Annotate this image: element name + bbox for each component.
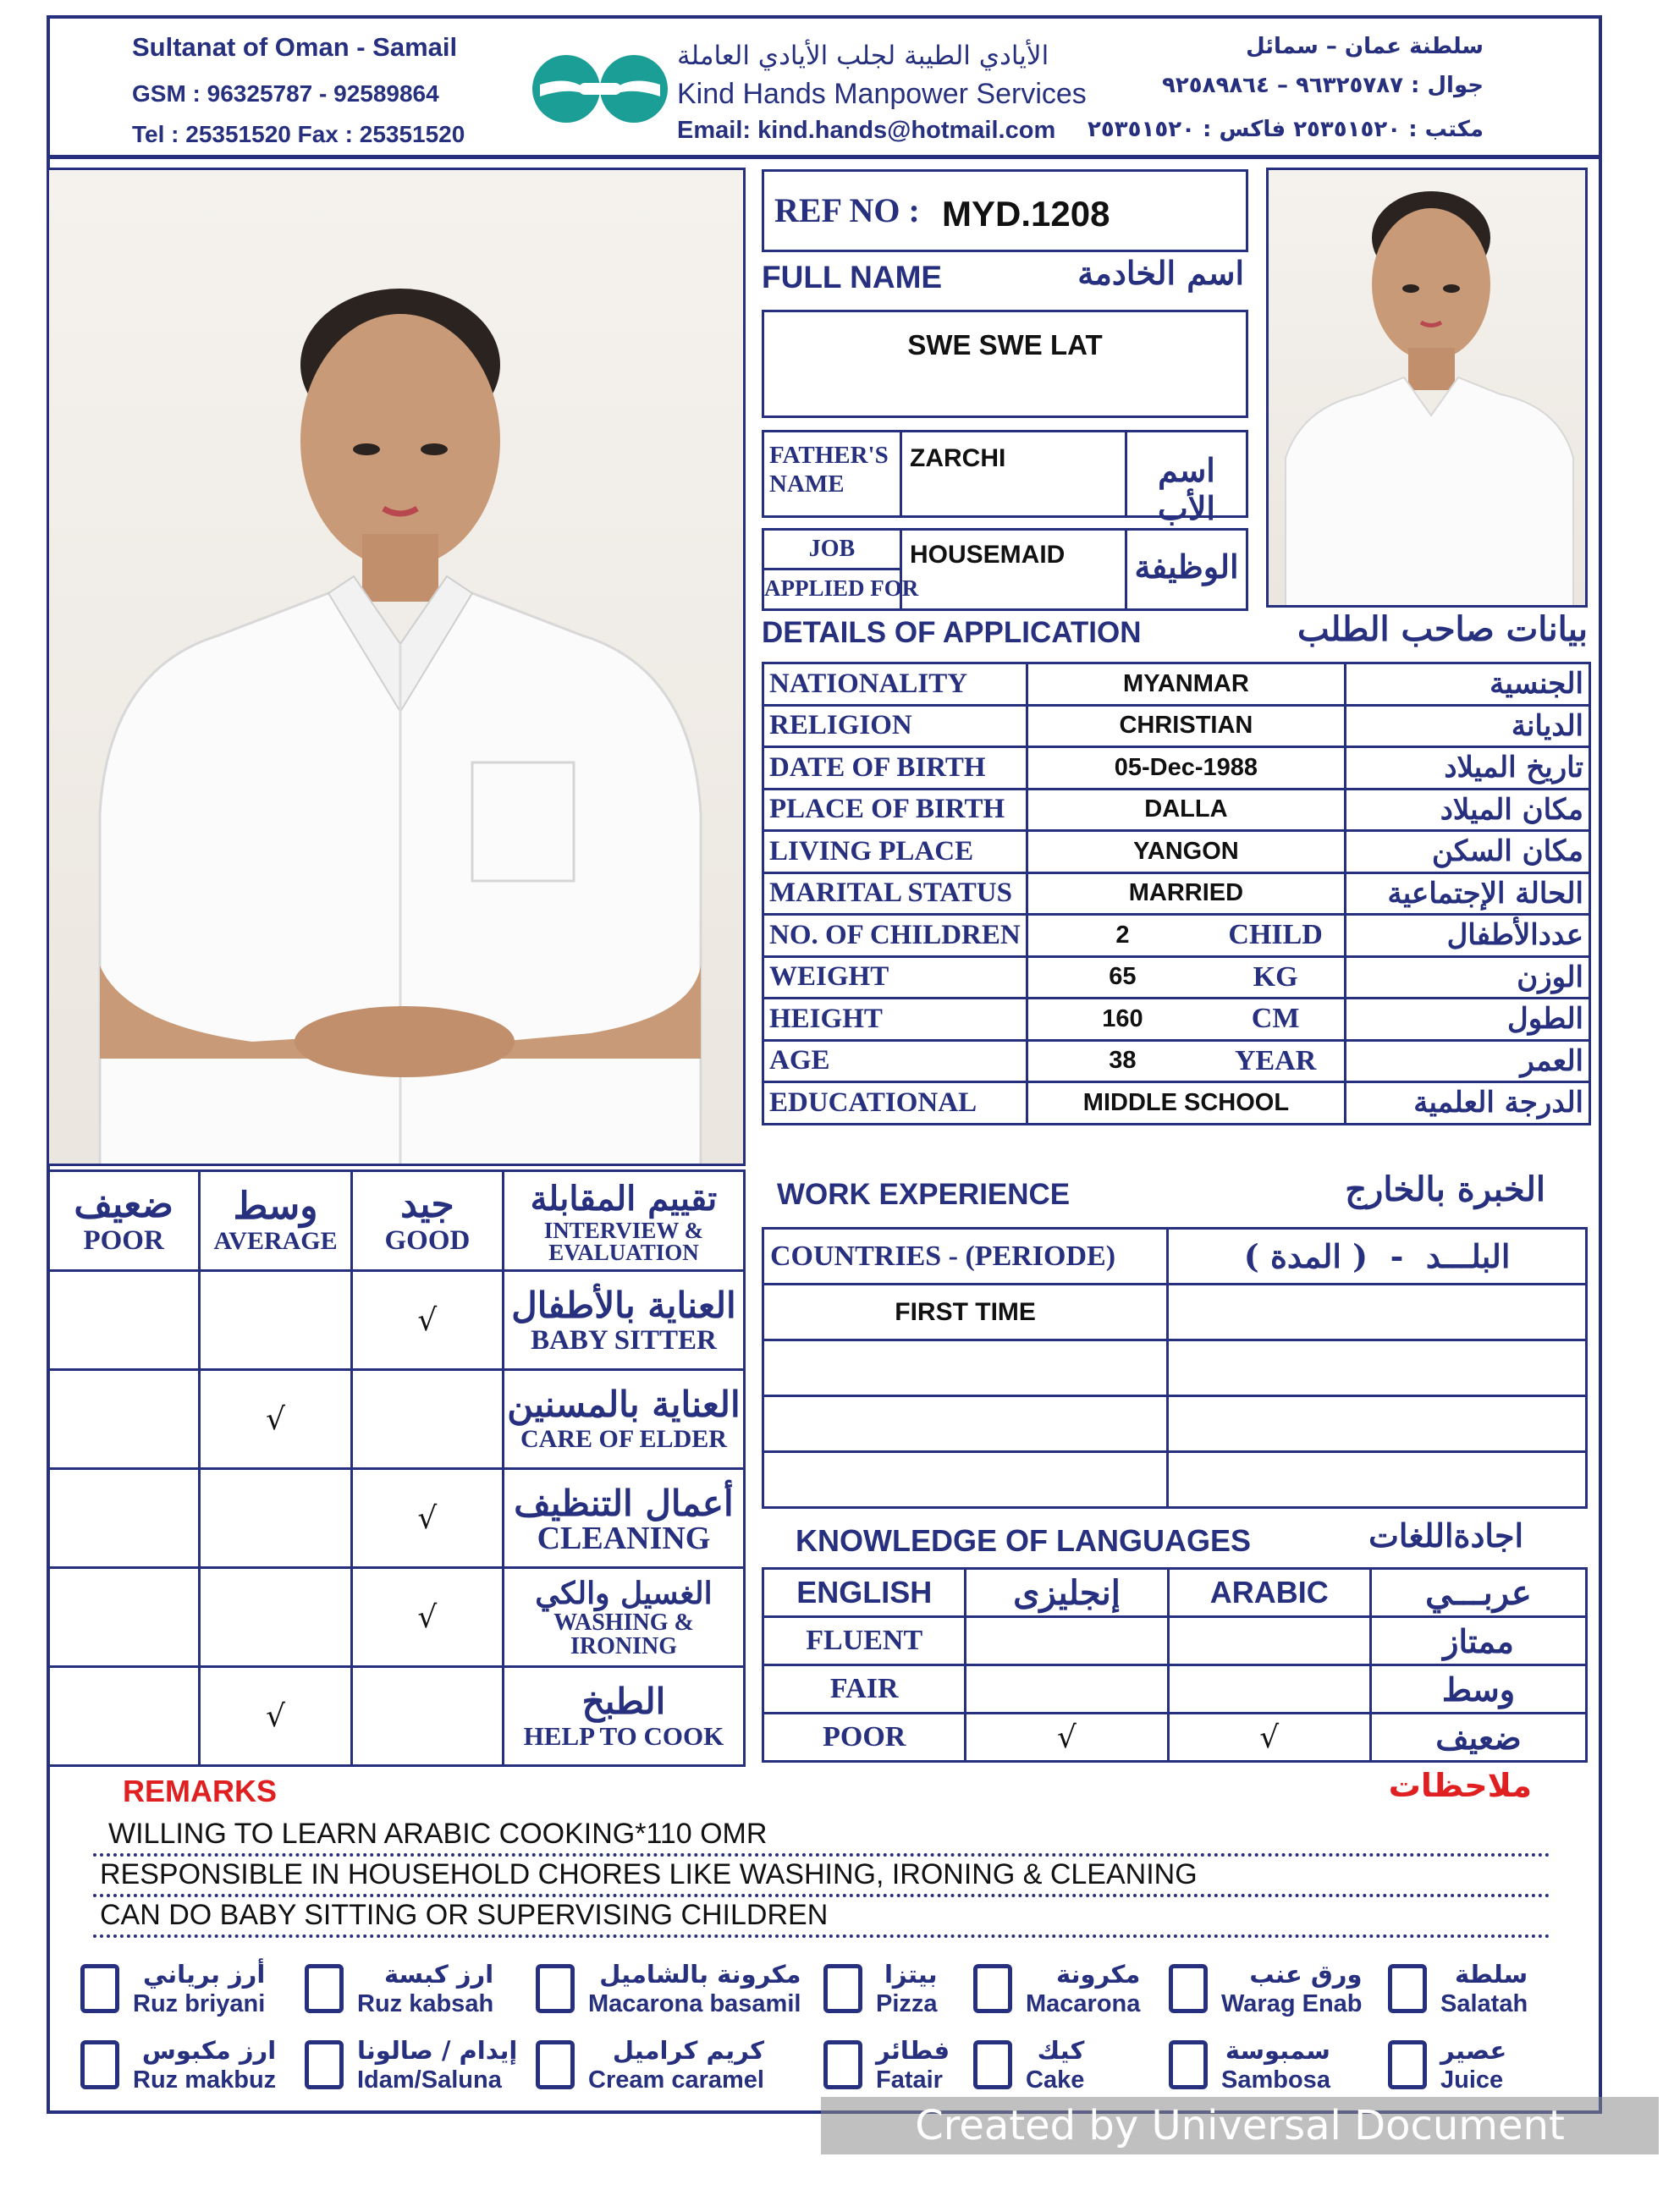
food-checkbox[interactable] [973, 1964, 1012, 2013]
eval-good-cell [351, 1370, 503, 1469]
detail-unit: CM [1251, 1003, 1300, 1035]
food-option-idam-saluna[interactable] [305, 2035, 517, 2094]
work-country-cell [763, 1340, 1168, 1396]
job-box [762, 528, 1248, 611]
eval-good-cell: √ [351, 1469, 503, 1568]
full-name-label-arabic: اسم الخادمة [1077, 254, 1244, 292]
work-period-cell [1168, 1340, 1587, 1396]
detail-value: DALLA [1027, 789, 1345, 831]
detail-label: NO. OF CHILDREN [763, 915, 1027, 957]
eval-good-cell: √ [351, 1568, 503, 1667]
eval-header-poor-arabic: ضعيف [74, 1183, 173, 1226]
details-table [762, 662, 1591, 1125]
food-label: Cake [1026, 2066, 1085, 2094]
header-tel: Tel : 25351520 Fax : 25351520 [132, 121, 465, 147]
watermark: Created by Universal Document Converter [821, 2097, 1659, 2154]
eval-header-good-arabic: جيد [400, 1183, 454, 1226]
food-label-arabic: كيك [1037, 2036, 1085, 2065]
eval-header-interview: INTERVIEW & [543, 1217, 704, 1243]
applicant-full-photo [47, 168, 746, 1166]
detail-label-arabic: الجنسية [1346, 663, 1590, 706]
food-label: Macarona [1026, 1990, 1141, 2017]
detail-value: CHRISTIAN [1027, 705, 1345, 747]
detail-value: MYANMAR [1027, 663, 1345, 706]
eval-skill-line2: IRONING [570, 1633, 677, 1659]
eval-skill-arabic: أعمال التنظيف [514, 1483, 734, 1524]
lang-arabic-cell: √ [1168, 1714, 1370, 1762]
job-label-line1: JOB [764, 531, 900, 570]
food-checkbox[interactable] [1169, 2040, 1208, 2089]
food-label: Macarona basamil [588, 1990, 801, 2017]
detail-unit: YEAR [1234, 1044, 1317, 1076]
work-col-countries: COUNTRIES - (PERIODE) [763, 1229, 1168, 1285]
lang-header-arabic: ARABIC [1168, 1569, 1370, 1617]
work-col-countries-arabic: البلـــد - ( المدة ) [1168, 1229, 1587, 1285]
detail-label: HEIGHT [763, 999, 1027, 1041]
job-label-arabic: الوظيفة [1134, 547, 1239, 586]
food-option-macarona-basamil[interactable] [536, 1959, 801, 2018]
languages-heading: KNOWLEDGE OF LANGUAGES [796, 1523, 1251, 1558]
evaluation-row-help-to-cook [48, 1667, 745, 1766]
food-label: Fatair [876, 2066, 943, 2094]
details-heading: DETAILS OF APPLICATION [762, 616, 1142, 649]
detail-row-living-place [763, 831, 1590, 873]
food-option-pizza[interactable] [823, 1959, 938, 2018]
food-option-ruz-makbuz[interactable] [80, 2035, 276, 2094]
food-checkbox[interactable] [1169, 1964, 1208, 2013]
remarks-rule [93, 1934, 1550, 1938]
father-label-line2: NAME [769, 470, 845, 498]
detail-label-arabic: عددالأطفال [1346, 915, 1590, 957]
detail-row-age [763, 1040, 1590, 1082]
eval-skill: CLEANING [537, 1521, 711, 1556]
food-label: Warag Enab [1221, 1990, 1363, 2017]
eval-good-cell [351, 1667, 503, 1766]
languages-row-fluent [763, 1617, 1587, 1665]
header-office-arabic: مكتب : ٢٥٣٥١٥٢٠ فاكس : ٢٥٣٥١٥٢٠ [1088, 117, 1484, 142]
food-label: Idam/Saluna [357, 2066, 502, 2094]
lang-level-arabic: ممتاز [1370, 1617, 1586, 1665]
lang-english-cell [966, 1665, 1168, 1714]
detail-label: MARITAL STATUS [763, 872, 1027, 915]
work-row [763, 1340, 1587, 1396]
detail-label-arabic: الدرجة العلمية [1346, 1082, 1590, 1125]
detail-row-children [763, 915, 1590, 957]
food-label: Juice [1440, 2066, 1504, 2094]
food-label-arabic: فطائر [876, 2036, 950, 2065]
eval-skill-arabic: العناية بالمسنين [507, 1384, 741, 1425]
detail-row-education [763, 1082, 1590, 1125]
detail-label: WEIGHT [763, 956, 1027, 999]
detail-label: RELIGION [763, 705, 1027, 747]
full-name-value: SWE SWE LAT [907, 329, 1103, 360]
food-label-arabic: ارز مكبوس [141, 2036, 277, 2065]
work-experience-heading: WORK EXPERIENCE [777, 1178, 1071, 1211]
lang-header-arabic-arabic: عربـــي [1370, 1569, 1586, 1617]
detail-row-place-of-birth [763, 789, 1590, 831]
hands-logo-icon [531, 52, 669, 129]
detail-label-arabic: مكان السكن [1346, 831, 1590, 873]
eval-skill: HELP TO COOK [523, 1721, 724, 1751]
ref-label: REF NO : [774, 191, 920, 229]
detail-row-date-of-birth [763, 747, 1590, 790]
food-option-ruz-briyani[interactable] [80, 1959, 265, 2018]
work-period-cell [1168, 1452, 1587, 1508]
food-checkbox[interactable] [973, 2040, 1012, 2089]
father-name-box [762, 430, 1248, 527]
work-experience-table [762, 1227, 1588, 1509]
food-label-arabic: مكرونة [1056, 1960, 1141, 1989]
food-checkbox[interactable] [823, 1964, 862, 2013]
food-checkbox[interactable] [1388, 1964, 1427, 2013]
remarks-rule [93, 1894, 1550, 1897]
detail-label-arabic: الوزن [1346, 956, 1590, 999]
lang-arabic-cell [1168, 1665, 1370, 1714]
food-label-arabic: إيدام / صالونا [357, 2036, 518, 2065]
company-email: Email: kind.hands@hotmail.com [677, 117, 1056, 144]
eval-poor-cell [48, 1469, 200, 1568]
eval-average-cell: √ [200, 1370, 352, 1469]
detail-row-religion [763, 705, 1590, 747]
languages-row-poor [763, 1714, 1587, 1762]
food-label-arabic: بيتزا [884, 1960, 938, 1989]
work-country-cell [763, 1396, 1168, 1452]
eval-skill-arabic: العناية بالأطفال [511, 1285, 736, 1326]
food-label: Sambosa [1221, 2066, 1330, 2094]
eval-header-poor: POOR [83, 1225, 164, 1256]
work-period-cell [1168, 1285, 1587, 1340]
remarks-line-2: RESPONSIBLE IN HOUSEHOLD CHORES LIKE WASHING, IRONING & CLEANING [100, 1858, 1198, 1890]
detail-unit: CHILD [1228, 919, 1323, 951]
food-checkbox[interactable] [1388, 2040, 1427, 2089]
detail-label-arabic: العمر [1346, 1040, 1590, 1082]
detail-row-weight [763, 956, 1590, 999]
food-option-salatah[interactable] [1388, 1959, 1528, 2018]
detail-row-nationality [763, 663, 1590, 706]
eval-average-cell [200, 1271, 352, 1370]
ref-number: MYD.1208 [942, 194, 1110, 234]
food-label: Ruz makbuz [133, 2066, 277, 2094]
header-mobile-arabic: جوال : ٩٦٣٢٥٧٨٧ – ٩٢٥٨٩٨٦٤ [1161, 73, 1484, 98]
eval-poor-cell [48, 1568, 200, 1667]
detail-value: MIDDLE SCHOOL [1027, 1082, 1345, 1125]
lang-level-arabic: ضعيف [1370, 1714, 1586, 1762]
evaluation-row-baby-sitter [48, 1271, 745, 1370]
languages-header-row [763, 1569, 1587, 1617]
food-option-cake[interactable] [973, 2035, 1084, 2094]
languages-row-fair [763, 1665, 1587, 1714]
detail-label: NATIONALITY [763, 663, 1027, 706]
detail-label-arabic: الديانة [1346, 705, 1590, 747]
food-label-arabic: كريم كراميل [612, 2036, 764, 2065]
food-label: Pizza [876, 1990, 938, 2017]
lang-english-cell: √ [966, 1714, 1168, 1762]
eval-skill: WASHING & [553, 1609, 694, 1636]
detail-row-height [763, 999, 1590, 1041]
detail-label-arabic: مكان الميلاد [1346, 789, 1590, 831]
detail-unit: KG [1253, 960, 1298, 993]
detail-value: MARRIED [1027, 872, 1345, 915]
evaluation-table [47, 1169, 746, 1767]
full-name-box [762, 310, 1248, 418]
eval-skill: CARE OF ELDER [520, 1425, 727, 1453]
lang-english-cell [966, 1617, 1168, 1665]
detail-label-arabic: الحالة الإجتماعية [1346, 872, 1590, 915]
food-label-arabic: سمبوسة [1225, 2036, 1330, 2065]
applicant-portrait-photo [1266, 168, 1588, 608]
header-country: Sultanat of Oman - Samail [132, 32, 458, 62]
eval-poor-cell [48, 1370, 200, 1469]
detail-value: 2 [1115, 921, 1130, 949]
work-period-cell [1168, 1396, 1587, 1452]
work-row [763, 1452, 1587, 1508]
detail-label-arabic: تاريخ الميلاد [1346, 747, 1590, 790]
details-heading-arabic: بيانات صاحب الطلب [1297, 609, 1588, 649]
work-header-row [763, 1229, 1587, 1285]
father-label-arabic: اسم الأب [1157, 451, 1215, 527]
father-label-line1: FATHER'S [769, 442, 889, 469]
food-label-arabic: أرز برياني [142, 1960, 266, 1989]
remarks-label: REMARKS [123, 1774, 278, 1808]
remarks-label-arabic: ملاحظات [1388, 1767, 1532, 1804]
work-country-cell [763, 1452, 1168, 1508]
food-checkbox[interactable] [80, 1964, 119, 2013]
eval-skill: BABY SITTER [531, 1325, 717, 1356]
eval-average-cell [200, 1568, 352, 1667]
eval-good-cell: √ [351, 1271, 503, 1370]
evaluation-row-washing-ironing [48, 1568, 745, 1667]
eval-poor-cell [48, 1271, 200, 1370]
header-divider [47, 155, 1602, 159]
food-label: Ruz kabsah [357, 1990, 494, 2017]
header-country-arabic: سلطنة عمان – سمائل [1246, 34, 1484, 59]
food-option-macarona[interactable] [973, 1959, 1140, 2018]
lang-level: FLUENT [763, 1617, 966, 1665]
eval-poor-cell [48, 1667, 200, 1766]
food-label-arabic: سلطة [1454, 1960, 1528, 1989]
lang-header-english: ENGLISH [763, 1569, 966, 1617]
food-checkbox[interactable] [305, 2040, 344, 2089]
work-row [763, 1396, 1587, 1452]
eval-skill-arabic: الغسيل والكي [535, 1576, 713, 1611]
detail-value: 38 [1109, 1047, 1137, 1075]
full-name-label: FULL NAME [762, 260, 943, 294]
food-checkbox[interactable] [536, 2040, 575, 2089]
work-country-cell: FIRST TIME [763, 1285, 1168, 1340]
food-label-arabic: مكرونة بالشاميل [599, 1960, 801, 1989]
food-option-ruz-kabsah[interactable] [305, 1959, 493, 2018]
eval-header-good: GOOD [384, 1225, 471, 1256]
detail-label: EDUCATIONAL [763, 1082, 1027, 1125]
eval-header-evaluation: EVALUATION [548, 1239, 699, 1265]
lang-arabic-cell [1168, 1617, 1370, 1665]
father-name-value: ZARCHI [910, 444, 1006, 472]
header-gsm: GSM : 96325787 - 92589864 [132, 80, 439, 107]
detail-value: YANGON [1027, 831, 1345, 873]
food-label: Ruz briyani [133, 1990, 266, 2017]
detail-value: 160 [1102, 1004, 1143, 1032]
evaluation-row-cleaning [48, 1469, 745, 1568]
lang-level-arabic: وسط [1370, 1665, 1586, 1714]
food-label-arabic: ارز كبسة [383, 1960, 494, 1989]
lang-level: FAIR [763, 1665, 966, 1714]
work-experience-heading-arabic: الخبرة بالخارج [1345, 1169, 1545, 1209]
food-option-sambosa[interactable] [1169, 2035, 1330, 2094]
detail-value: 05-Dec-1988 [1027, 747, 1345, 790]
detail-row-marital-status [763, 872, 1590, 915]
remarks-line-3: CAN DO BABY SITTING OR SUPERVISING CHILDREN [100, 1899, 829, 1931]
food-option-fatair[interactable] [823, 2035, 950, 2094]
languages-table [762, 1567, 1588, 1763]
company-name-arabic: الأيادي الطيبة لجلب الأيادي العاملة [677, 41, 1049, 71]
detail-label: LIVING PLACE [763, 831, 1027, 873]
work-row [763, 1285, 1587, 1340]
food-checkbox[interactable] [305, 1964, 344, 2013]
remarks-line-1: WILLING TO LEARN ARABIC COOKING*110 OMR [108, 1818, 768, 1850]
food-label-arabic: ورق عنب [1249, 1960, 1363, 1989]
detail-label: AGE [763, 1040, 1027, 1082]
job-value: HOUSEMAID [910, 541, 1066, 569]
eval-average-cell [200, 1469, 352, 1568]
job-label-line2: APPLIED FOR [764, 575, 919, 601]
remarks-rule [93, 1853, 1550, 1857]
eval-header-average-arabic: وسط [233, 1184, 318, 1228]
eval-skill-arabic: الطبخ [581, 1681, 666, 1722]
lang-level: POOR [763, 1714, 966, 1762]
food-label: Salatah [1440, 1990, 1528, 2017]
food-option-juice[interactable] [1388, 2035, 1506, 2094]
evaluation-row-care-of-elder [48, 1370, 745, 1469]
detail-value: 65 [1109, 963, 1137, 991]
food-checkbox[interactable] [823, 2040, 862, 2089]
detail-label: DATE OF BIRTH [763, 747, 1027, 790]
company-name: Kind Hands Manpower Services [677, 78, 1087, 110]
languages-heading-arabic: اجادةاللغات [1368, 1516, 1523, 1554]
food-label-arabic: عصير [1440, 2036, 1507, 2065]
food-option-warag-enab[interactable] [1169, 1959, 1363, 2018]
food-checkbox[interactable] [80, 2040, 119, 2089]
food-label: Cream caramel [588, 2066, 764, 2094]
food-checkbox[interactable] [536, 1964, 575, 2013]
eval-average-cell: √ [200, 1667, 352, 1766]
eval-header-interview-arabic: تقييم المقابلة [530, 1178, 718, 1219]
eval-header-average: AVERAGE [213, 1226, 338, 1255]
evaluation-header-row [48, 1171, 745, 1271]
detail-label-arabic: الطول [1346, 999, 1590, 1041]
food-option-cream-caramel[interactable] [536, 2035, 764, 2094]
lang-header-english-arabic: إنجليزى [966, 1569, 1168, 1617]
ref-box [762, 169, 1248, 252]
detail-label: PLACE OF BIRTH [763, 789, 1027, 831]
